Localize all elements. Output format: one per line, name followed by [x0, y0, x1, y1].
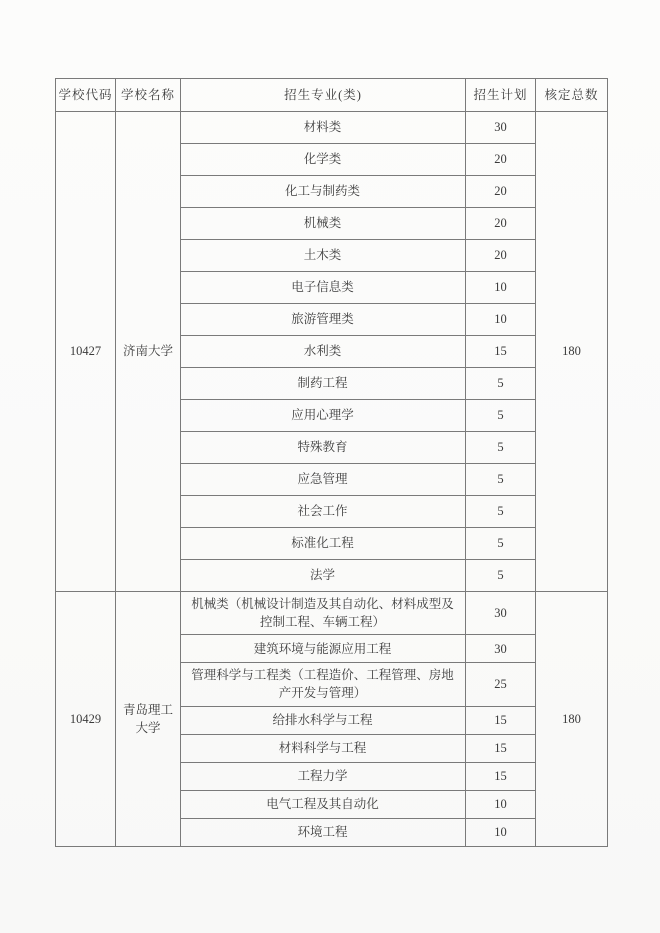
major-cell: 材料类 — [181, 112, 466, 144]
plan-cell: 10 — [466, 304, 536, 336]
plan-cell: 30 — [466, 635, 536, 663]
major-cell: 土木类 — [181, 240, 466, 272]
plan-cell: 20 — [466, 240, 536, 272]
plan-cell: 5 — [466, 560, 536, 592]
major-cell: 应急管理 — [181, 464, 466, 496]
major-cell: 化工与制药类 — [181, 176, 466, 208]
school-name-cell: 青岛理工大学 — [116, 592, 181, 847]
plan-cell: 25 — [466, 663, 536, 706]
major-cell: 机械类 — [181, 208, 466, 240]
school-code-cell: 10429 — [56, 592, 116, 847]
plan-cell: 10 — [466, 272, 536, 304]
major-cell: 特殊教育 — [181, 432, 466, 464]
plan-cell: 20 — [466, 208, 536, 240]
major-cell: 化学类 — [181, 144, 466, 176]
plan-cell: 15 — [466, 706, 536, 734]
approved-total-cell: 180 — [536, 592, 608, 847]
major-cell: 标准化工程 — [181, 528, 466, 560]
major-cell: 环境工程 — [181, 818, 466, 846]
plan-cell: 5 — [466, 528, 536, 560]
plan-cell: 10 — [466, 790, 536, 818]
plan-cell: 15 — [466, 336, 536, 368]
major-cell: 给排水科学与工程 — [181, 706, 466, 734]
approved-total-cell: 180 — [536, 112, 608, 592]
major-cell: 水利类 — [181, 336, 466, 368]
major-cell: 社会工作 — [181, 496, 466, 528]
major-cell: 管理科学与工程类（工程造价、工程管理、房地产开发与管理） — [181, 663, 466, 706]
plan-cell: 15 — [466, 734, 536, 762]
major-cell: 机械类（机械设计制造及其自动化、材料成型及控制工程、车辆工程） — [181, 592, 466, 635]
school-name-cell: 济南大学 — [116, 112, 181, 592]
major-cell: 电气工程及其自动化 — [181, 790, 466, 818]
plan-cell: 5 — [466, 464, 536, 496]
plan-cell: 5 — [466, 432, 536, 464]
table-row — [56, 592, 608, 635]
plan-cell: 30 — [466, 112, 536, 144]
header-school-code: 学校代码 — [56, 79, 116, 112]
plan-cell: 15 — [466, 762, 536, 790]
table-header-row — [56, 79, 608, 112]
plan-cell: 20 — [466, 144, 536, 176]
header-approved-total: 核定总数 — [536, 79, 608, 112]
major-cell: 材料科学与工程 — [181, 734, 466, 762]
major-cell: 建筑环境与能源应用工程 — [181, 635, 466, 663]
major-cell: 应用心理学 — [181, 400, 466, 432]
enrollment-plan-table — [55, 78, 608, 847]
major-cell: 工程力学 — [181, 762, 466, 790]
major-cell: 制药工程 — [181, 368, 466, 400]
plan-cell: 5 — [466, 496, 536, 528]
header-major: 招生专业(类) — [181, 79, 466, 112]
plan-cell: 20 — [466, 176, 536, 208]
major-cell: 旅游管理类 — [181, 304, 466, 336]
major-cell: 法学 — [181, 560, 466, 592]
plan-cell: 10 — [466, 818, 536, 846]
header-plan: 招生计划 — [466, 79, 536, 112]
header-school-name: 学校名称 — [116, 79, 181, 112]
school-code-cell: 10427 — [56, 112, 116, 592]
table-row — [56, 112, 608, 144]
major-cell: 电子信息类 — [181, 272, 466, 304]
plan-cell: 30 — [466, 592, 536, 635]
plan-cell: 5 — [466, 368, 536, 400]
plan-cell: 5 — [466, 400, 536, 432]
